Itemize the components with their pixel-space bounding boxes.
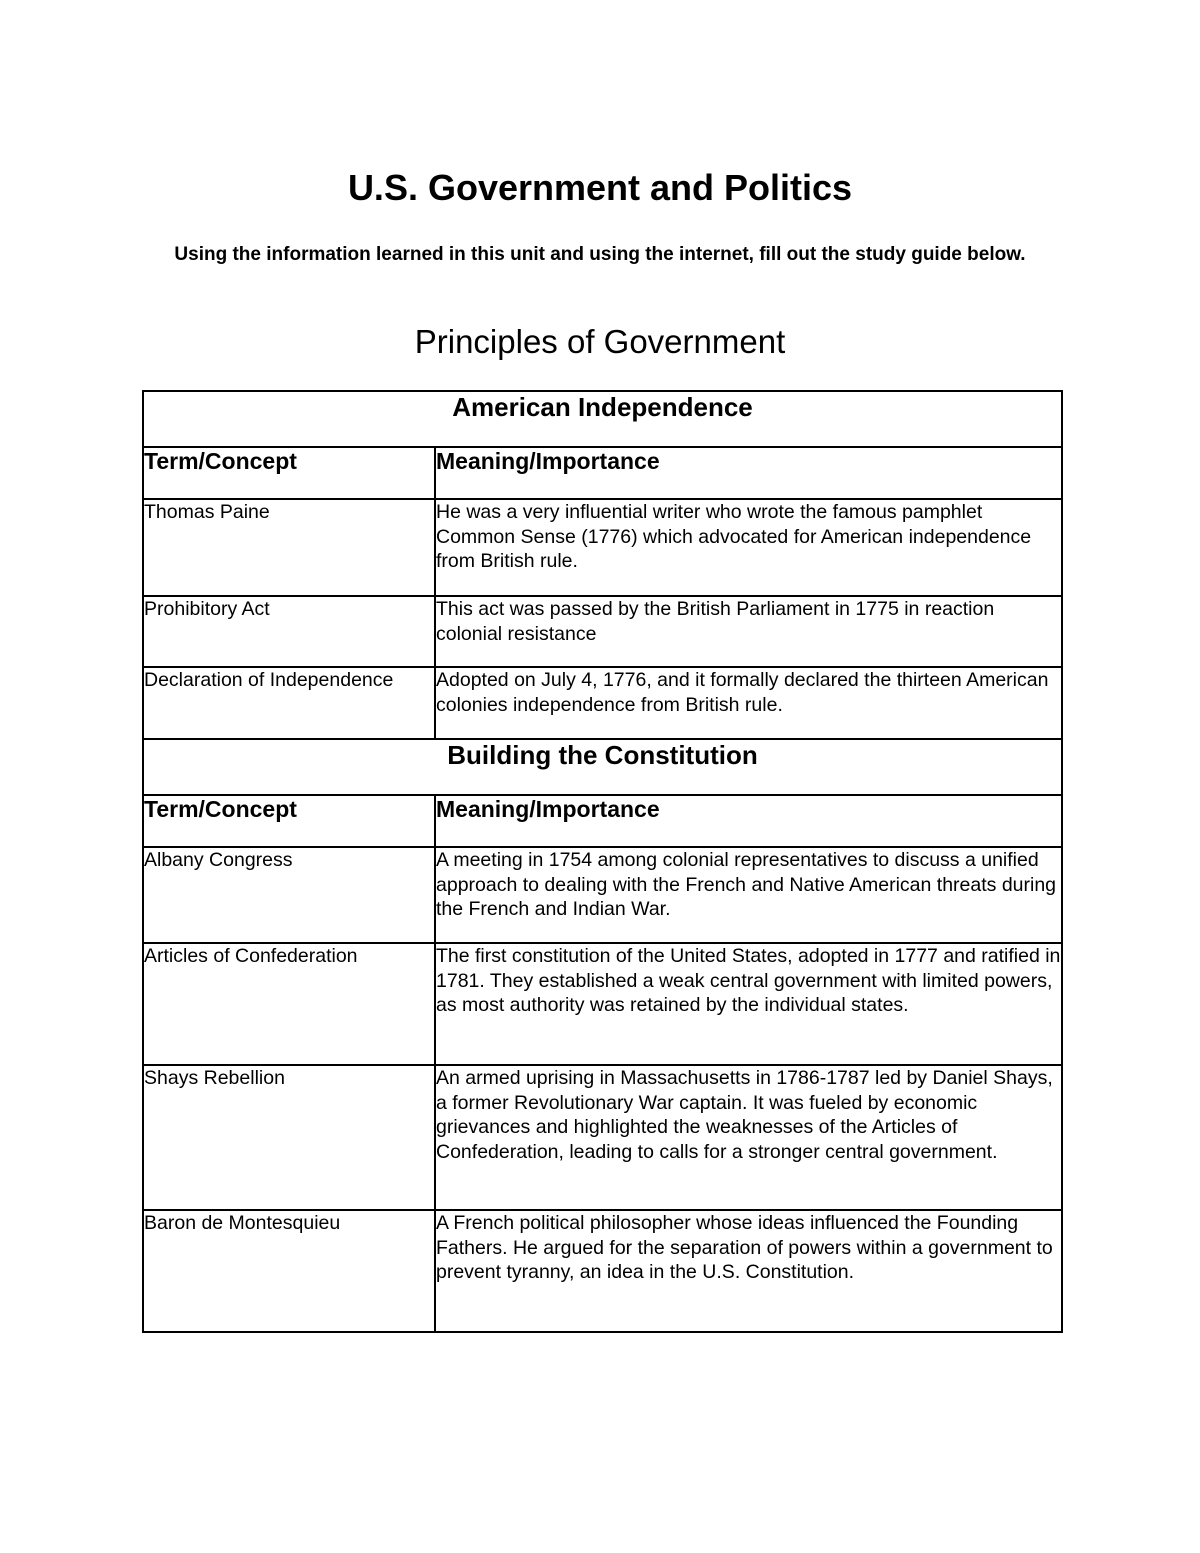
meaning-cell: He was a very influential writer who wrote the famous pamphlet Common Sense (1776) which advocated for American independence from British rule. xyxy=(435,499,1062,596)
meaning-cell: This act was passed by the British Parliament in 1775 in reaction colonial resistance xyxy=(435,596,1062,667)
meaning-cell: An armed uprising in Massachusetts in 1786-1787 led by Daniel Shays, a former Revolutionary War captain. It was fueled by economic grievances and highlighted the weaknesses of the Articles of Confederation, leading to calls for a stronger central government. xyxy=(435,1065,1062,1210)
term-cell: Baron de Montesquieu xyxy=(143,1210,435,1332)
group-title-row xyxy=(143,739,1062,795)
term-column-header: Term/Concept xyxy=(143,447,435,499)
meaning-cell: A French political philosopher whose ideas influenced the Founding Fathers. He argued for the separation of powers within a government to prevent tyranny, an idea in the U.S. Constitution. xyxy=(435,1210,1062,1332)
section-title: Principles of Government xyxy=(414,323,786,360)
meaning-cell: Adopted on July 4, 1776, and it formally declared the thirteen American colonies independence from British rule. xyxy=(435,667,1062,739)
meaning-cell: A meeting in 1754 among colonial representatives to discuss a unified approach to dealing with the French and Native American threats during the French and Indian War. xyxy=(435,847,1062,943)
column-header-row xyxy=(143,795,1062,847)
page-title: U.S. Government and Politics xyxy=(347,167,853,208)
table-row xyxy=(143,499,1062,596)
table-row xyxy=(143,1210,1062,1332)
group-title-row xyxy=(143,391,1062,447)
term-cell: Declaration of Independence xyxy=(143,667,435,739)
term-cell: Articles of Confederation xyxy=(143,943,435,1065)
meaning-column-header: Meaning/Importance xyxy=(435,447,1062,499)
instructions-text: Using the information learned in this unit and using the internet, fill out the study guide below. xyxy=(174,244,1026,265)
study-guide-table xyxy=(142,390,1063,1333)
table-row xyxy=(143,943,1062,1065)
group-title: Building the Constitution xyxy=(143,739,1062,795)
meaning-cell: The first constitution of the United States, adopted in 1777 and ratified in 1781. They established a weak central government with limited powers, as most authority was retained by the individual states. xyxy=(435,943,1062,1065)
term-cell: Thomas Paine xyxy=(143,499,435,596)
table-row xyxy=(143,667,1062,739)
table-row xyxy=(143,847,1062,943)
term-column-header: Term/Concept xyxy=(143,795,435,847)
meaning-column-header: Meaning/Importance xyxy=(435,795,1062,847)
column-header-row xyxy=(143,447,1062,499)
group-title: American Independence xyxy=(143,391,1062,447)
term-cell: Albany Congress xyxy=(143,847,435,943)
table-row xyxy=(143,1065,1062,1210)
table-row xyxy=(143,596,1062,667)
term-cell: Prohibitory Act xyxy=(143,596,435,667)
term-cell: Shays Rebellion xyxy=(143,1065,435,1210)
